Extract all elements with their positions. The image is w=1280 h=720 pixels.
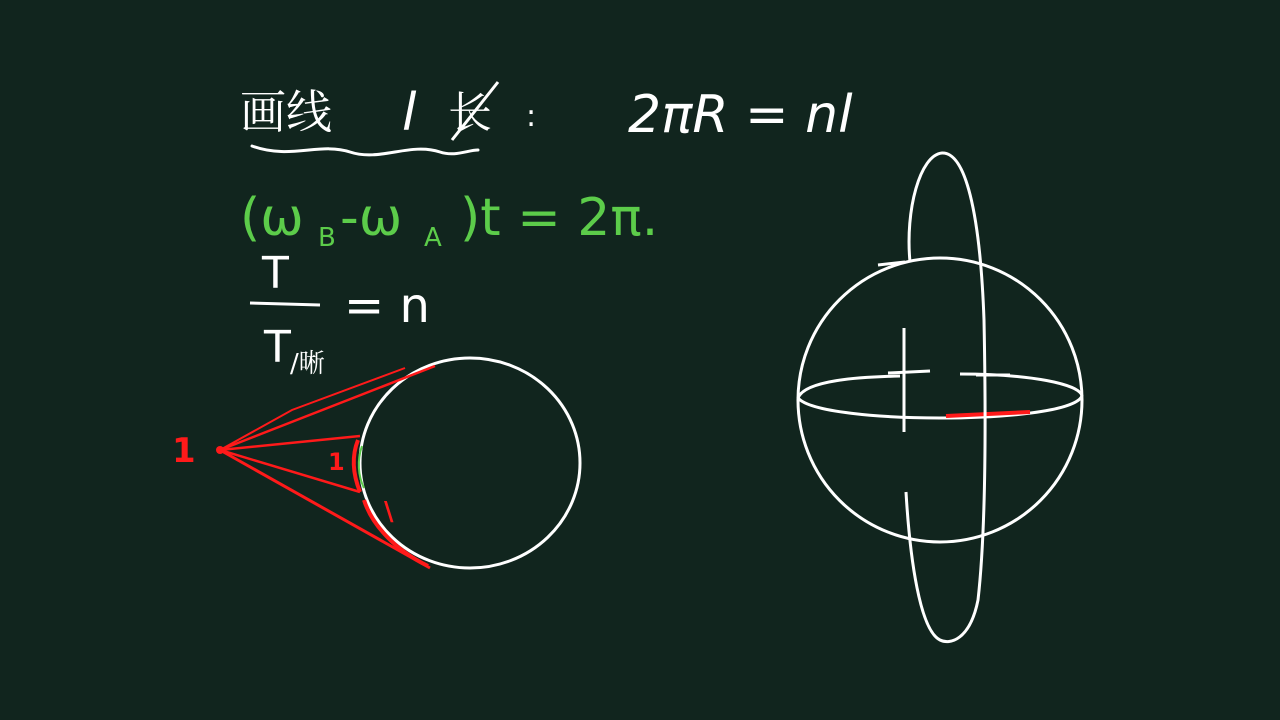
equator-front [798, 396, 1082, 418]
line2-rest: )t = 2π. [460, 188, 659, 248]
polar-orbit-ellipse [906, 153, 985, 642]
line1-heading [240, 82, 853, 155]
arc-mark: \ [384, 497, 394, 527]
line1-equation: 2πR = nl [628, 85, 853, 145]
fraction-denominator-note: /晰 [290, 349, 325, 379]
angle-mark: 1 [328, 448, 345, 476]
equator-back-left [798, 376, 900, 398]
line2-sub-a: A [424, 223, 442, 253]
line1-symbol: l [402, 83, 417, 143]
ray-lower-tangent [220, 450, 430, 568]
fraction-denominator: T [264, 322, 291, 373]
observer-point [216, 446, 224, 454]
sphere-diagram [798, 153, 1082, 642]
line1-colon: : [526, 99, 537, 134]
line2-sub-b: B [318, 223, 336, 253]
line2-equation [240, 188, 658, 253]
line1-label: 画线 [240, 85, 332, 139]
line1-strike-char: 长 [448, 88, 492, 139]
fraction-numerator: T [262, 248, 289, 299]
point-label: 1 [172, 431, 196, 471]
tangent-diagram [172, 358, 580, 568]
equator-back-right [960, 374, 1082, 396]
line2-open: (ω [240, 188, 304, 248]
sphere-outline [798, 258, 1082, 542]
line3-fraction [250, 248, 430, 379]
fraction-rhs: = n [344, 278, 430, 334]
inner-horizontal-left [888, 371, 930, 373]
ray-upper-tangent [220, 366, 435, 450]
wavy-underline [252, 146, 478, 155]
small-circle [360, 358, 580, 568]
fraction-bar [250, 303, 320, 305]
line2-minus-omega: -ω [340, 188, 403, 248]
